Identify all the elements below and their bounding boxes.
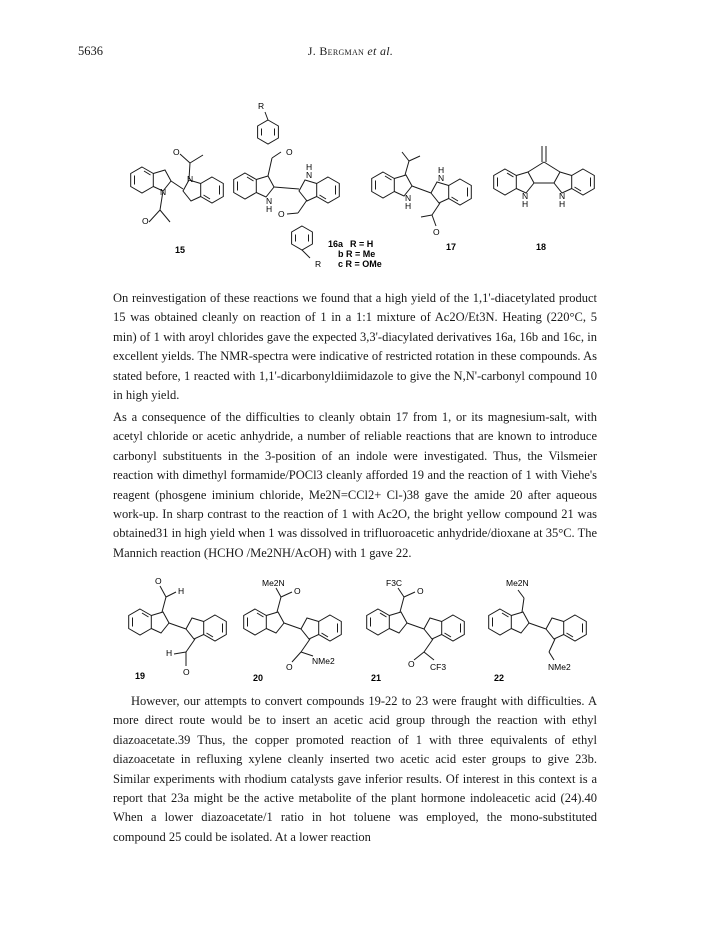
atom-r: R: [315, 259, 322, 269]
structure-18: [494, 146, 595, 252]
atom-r: R: [258, 101, 265, 111]
atom-h: H: [306, 162, 313, 172]
paragraph-1: On reinvestigation of these reactions we found that a high yield of the 1,1'-diacetylated product 15 was obtained cleanly on reaction of 1 in a 1:1 mixture of Ac2O/Et3N. Heating (220°C, 5 min) of 1 with aroyl chlorides gave the expected 3,3'-diacylated derivatives 16a, 16b and 16c, in excellent yields. The NMR-spectra were indicative of restricted rotation in these compounds. As stated before, 1 reacted with 1,1'-dicarbonyldiimidazole to give the N,N'-carbonyl compound 10 in high yield.: [113, 291, 597, 403]
atom-n: N: [405, 193, 412, 203]
structure-20: [244, 578, 342, 683]
atom-n: N: [160, 187, 167, 197]
atom-n: N: [266, 196, 273, 206]
atom-n: N: [522, 191, 529, 201]
atom-o: O: [173, 147, 180, 157]
group-me2n: Me2N: [262, 578, 285, 588]
structure-19: [129, 576, 227, 681]
atom-o: O: [294, 586, 301, 596]
atom-h: H: [405, 201, 412, 211]
atom-o: O: [155, 576, 162, 586]
atom-o: O: [286, 147, 293, 157]
running-head-suffix: et al.: [364, 44, 394, 58]
atom-o: O: [408, 659, 415, 669]
paragraph-2: As a consequence of the difficulties to cleanly obtain 17 from 1, or its magnesium-salt, with acetyl chloride or acetic anhydride, a number of reliable reactions that are known to introduce carbonyl substituents in the 3-position of an indole were investigated. Thus, the Vilsmeier reaction with dimethyl formamide/POCl3 cleanly afforded 19 and the reaction of 1 with Viehe's reagent (phosgene iminium chloride, Me2N=CCl2+ Cl-)38 gave the amide 20 after aqueous work-up. In sharp contrast to the reaction of 1 with Ac2O, the bright yellow compound 21 was obtained31 in high yield when 1 was dissolved in trifluoroacetic anhydride/dioxane at 35°C. The Mannich reaction (HCHO /Me2NH/AcOH) with 1 gave 22.: [113, 410, 597, 560]
atom-o: O: [433, 227, 440, 237]
group-nme2: NMe2: [548, 662, 571, 672]
compound-label-22: 22: [494, 673, 505, 683]
group-nme2: NMe2: [312, 656, 335, 666]
compound-label-15: 15: [175, 245, 186, 255]
structure-15: [131, 147, 224, 255]
atom-h: H: [266, 204, 273, 214]
running-head-author: Bergman: [319, 44, 365, 58]
atom-o: O: [183, 667, 190, 677]
atom-n: N: [559, 191, 566, 201]
atom-n: N: [187, 174, 194, 184]
atom-h: H: [178, 586, 185, 596]
group-f3c: F3C: [386, 578, 403, 588]
atom-n: N: [438, 173, 445, 183]
group-me2n: Me2N: [506, 578, 529, 588]
paragraph-3: However, our attempts to convert compounds 19-22 to 23 were fraught with difficulties. A more direct route would be to insert an acetic acid group through the reaction with ethyl diazoacetate.39 Thus, the copper promoted reaction of 1 with three equivalents of ethyl diazoacetate in refluxing xylene cleanly inserted two acetic acid ester groups to give 23b. Similar experiments with rhodium catalysts gave inferior results. Of interest in this context is a report that 23a might be the active metabolite of the plant hormone indoleacetic acid (24).40 When a lower diazoacetate/1 ratio in hot toluene was employed, the mono-substituted compound 25 could be isolated. At a lower reaction: [113, 694, 597, 844]
scheme-structures-19-22: [0, 570, 701, 688]
atom-h: H: [559, 199, 566, 209]
compound-label-18: 18: [536, 242, 547, 252]
atom-h: H: [438, 165, 445, 175]
atom-o: O: [142, 216, 149, 226]
compound-label-16a: 16a: [328, 239, 344, 249]
running-head-prefix: J.: [307, 44, 320, 58]
running-head: [0, 44, 701, 59]
atom-h: H: [522, 199, 529, 209]
atom-o: O: [286, 662, 293, 672]
structure-16: [234, 101, 382, 269]
scheme-structures-15-18: [0, 100, 701, 280]
atom-n: N: [306, 170, 313, 180]
compound-label-21: 21: [371, 673, 382, 683]
page-number: 5636: [78, 44, 103, 58]
structure-21: [367, 578, 465, 683]
compound-label-19: 19: [135, 671, 146, 681]
atom-h: H: [166, 648, 173, 658]
structure-17: [372, 152, 472, 252]
group-cf3: CF3: [430, 662, 447, 672]
atom-o: O: [417, 586, 424, 596]
substituent-legend-a: R = H: [350, 239, 374, 249]
structure-22: [489, 578, 587, 683]
compound-label-17: 17: [446, 242, 457, 252]
substituent-legend-c: c R = OMe: [338, 259, 382, 269]
substituent-legend-b: b R = Me: [338, 249, 376, 259]
atom-o: O: [278, 209, 285, 219]
compound-label-20: 20: [253, 673, 264, 683]
